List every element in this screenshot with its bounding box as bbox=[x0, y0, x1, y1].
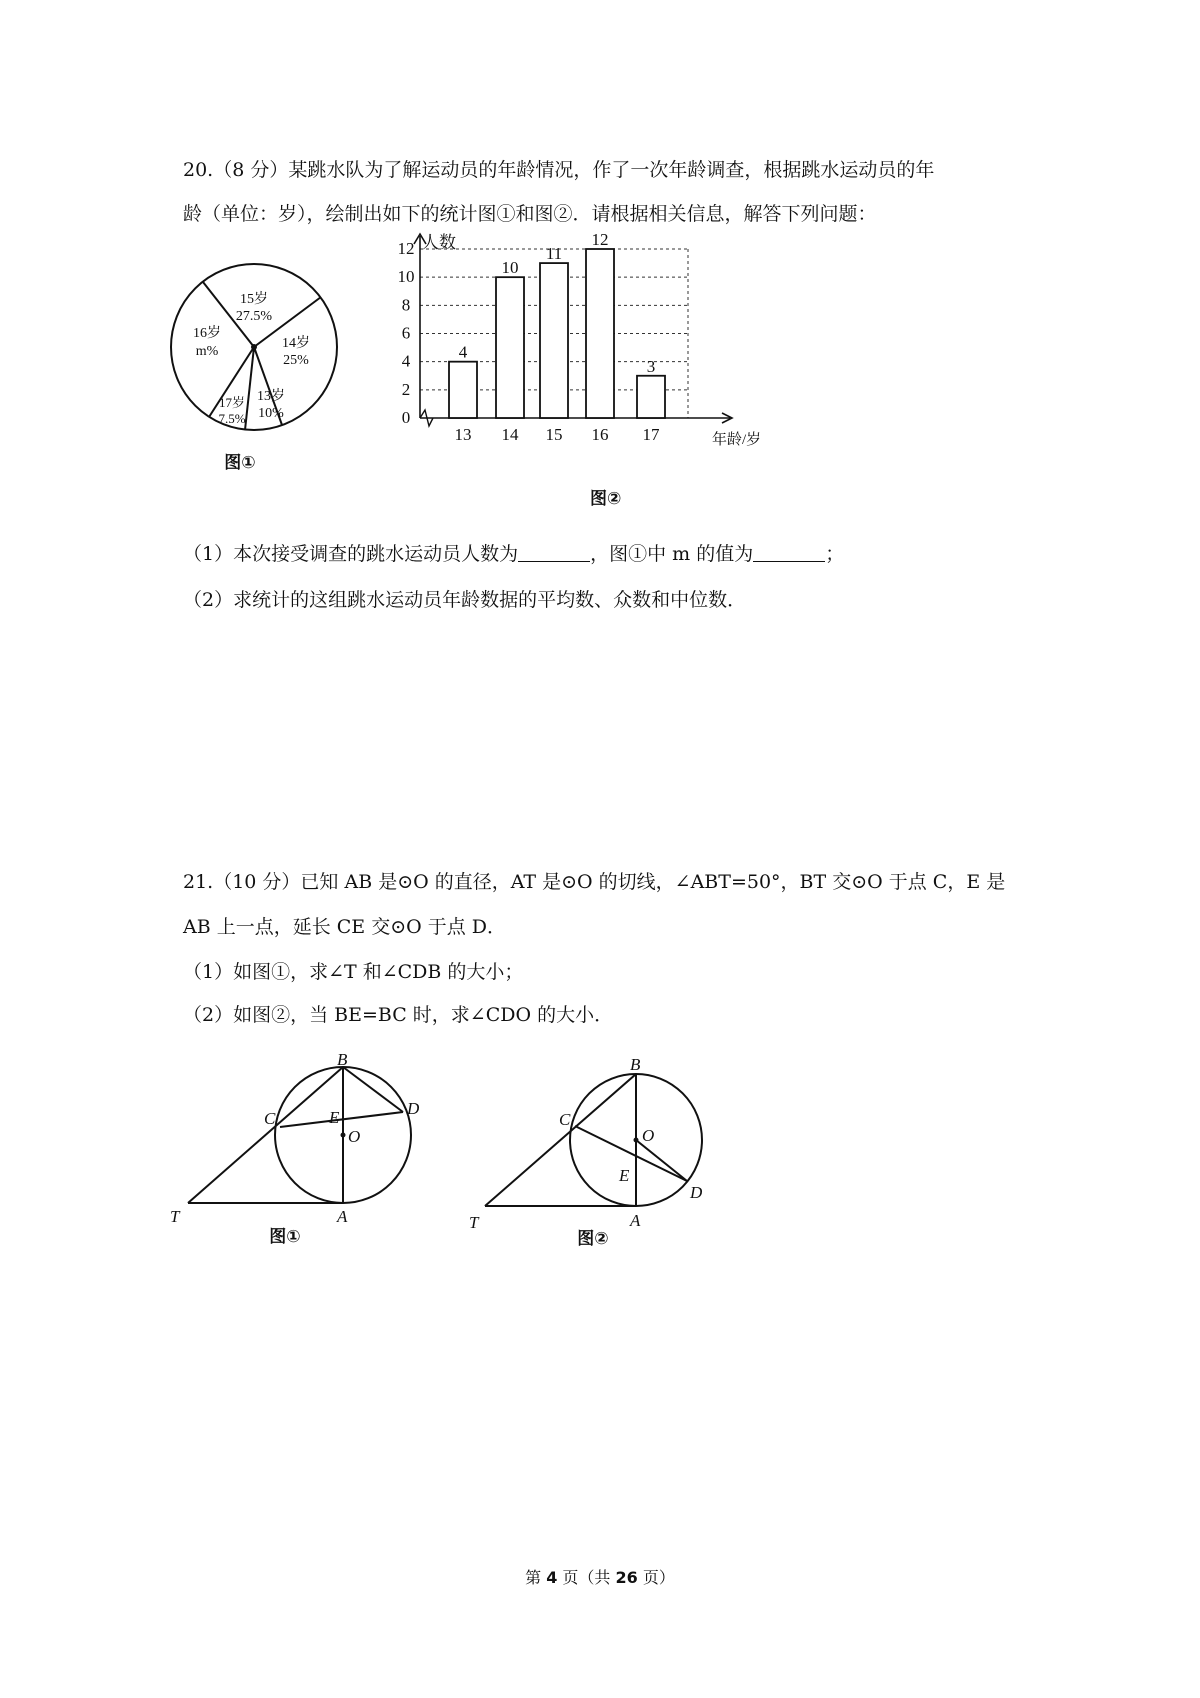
fig2-caption: 图② bbox=[577, 1229, 609, 1249]
fig2-label-O: O bbox=[642, 1126, 655, 1145]
bar-chart-caption: 图② bbox=[590, 489, 622, 509]
bar-16 bbox=[586, 249, 614, 418]
bar-value-label-13: 4 bbox=[458, 342, 468, 362]
q20-sub1 bbox=[183, 542, 844, 566]
q21-sub1: （1）如图①，求∠T 和∠CDB 的大小； bbox=[183, 961, 524, 983]
pie-value-13: 10% bbox=[258, 406, 284, 421]
pie-value-15: 27.5% bbox=[235, 309, 273, 324]
fig2-label-E: E bbox=[619, 1166, 630, 1185]
x-tick-17: 17 bbox=[642, 425, 660, 444]
bar-13 bbox=[449, 362, 477, 418]
y-tick-0: 0 bbox=[401, 408, 411, 427]
answer-blank-m[interactable] bbox=[753, 543, 825, 562]
pie-value-17: 7.5% bbox=[218, 411, 246, 426]
y-tick-8: 8 bbox=[401, 295, 411, 315]
bar-value-label-14: 10 bbox=[501, 258, 519, 278]
pie-chart bbox=[170, 265, 370, 475]
fig2-label-A: A bbox=[630, 1211, 641, 1230]
fig1-label-B: B bbox=[337, 1050, 348, 1069]
bar-value-label-15: 11 bbox=[545, 244, 563, 264]
q20-line2: 龄（单位：岁），绘制出如下的统计图①和图②．请根据相关信息，解答下列问题： bbox=[183, 203, 877, 225]
q21-line1: 21.（10 分）已知 AB 是⊙O 的直径，AT 是⊙O 的切线，∠ABT=50°，BT 交⊙O 于点 C，E 是 bbox=[183, 871, 1006, 893]
bar-ticks bbox=[398, 230, 661, 444]
bar-14 bbox=[496, 277, 524, 418]
geometry-figure-1 bbox=[170, 1050, 420, 1250]
fig2-line-CD bbox=[575, 1126, 687, 1181]
answer-blank-count[interactable] bbox=[518, 543, 590, 562]
y-tick-12: 12 bbox=[397, 239, 415, 258]
pie-center-dot bbox=[251, 344, 257, 350]
bar-17 bbox=[637, 376, 665, 418]
y-tick-4: 4 bbox=[401, 351, 411, 371]
pie-label-14: 14岁 bbox=[282, 336, 310, 351]
pie-value-14: 25% bbox=[283, 353, 309, 368]
x-tick-16: 16 bbox=[591, 425, 609, 444]
bar-value-label-17: 3 bbox=[646, 356, 656, 376]
fig2-label-T: T bbox=[469, 1213, 479, 1232]
footer-suffix: 页） bbox=[637, 1568, 675, 1587]
fig1-label-E: E bbox=[329, 1108, 340, 1127]
fig1-label-O: O bbox=[348, 1127, 361, 1146]
q20-sub1-c: ； bbox=[825, 543, 845, 565]
fig2-line-TB bbox=[485, 1074, 636, 1206]
footer-prefix: 第 bbox=[525, 1568, 547, 1587]
footer-page-number: 4 bbox=[546, 1568, 558, 1587]
geometry-figure-2 bbox=[455, 1050, 715, 1255]
fig2-label-D: D bbox=[690, 1183, 703, 1202]
fig2-label-B: B bbox=[630, 1055, 641, 1074]
fig1-label-D: D bbox=[407, 1099, 420, 1118]
pie-caption: 图① bbox=[224, 453, 256, 473]
fig1-label-C: C bbox=[264, 1109, 276, 1128]
bar-y-axis-label: 人数 bbox=[422, 233, 456, 252]
q20-sub1-b: ，图①中 m 的值为 bbox=[590, 543, 754, 565]
pie-value-16: m% bbox=[195, 344, 219, 359]
bar-x-axis-label: 年龄/岁 bbox=[712, 432, 762, 448]
q20-sub1-a: （1）本次接受调查的跳水运动员人数为 bbox=[183, 543, 519, 565]
q21-line2: AB 上一点，延长 CE 交⊙O 于点 D． bbox=[183, 916, 507, 938]
y-tick-2: 2 bbox=[401, 379, 411, 399]
q20-line1: 20.（8 分）某跳水队为了解运动员的年龄情况，作了一次年龄调查，根据跳水运动员的年 bbox=[183, 159, 935, 181]
x-tick-13: 13 bbox=[454, 425, 472, 444]
pie-label-13: 13岁 bbox=[257, 389, 285, 404]
bar-15 bbox=[540, 263, 568, 418]
pie-label-16: 16岁 bbox=[193, 326, 221, 341]
footer-mid: 页（共 bbox=[557, 1568, 616, 1587]
y-tick-10: 10 bbox=[397, 267, 415, 287]
y-tick-6: 6 bbox=[401, 323, 411, 343]
pie-label-15: 15岁 bbox=[240, 292, 268, 307]
fig1-caption: 图① bbox=[269, 1227, 301, 1247]
q21-sub2: （2）如图②，当 BE=BC 时，求∠CDO 的大小． bbox=[183, 1004, 614, 1026]
fig2-center-dot bbox=[634, 1138, 639, 1143]
pie-label-17: 17岁 bbox=[218, 395, 246, 410]
page-footer bbox=[0, 1565, 1200, 1588]
fig2-label-C: C bbox=[559, 1110, 571, 1129]
fig1-label-T: T bbox=[170, 1207, 180, 1226]
x-tick-15: 15 bbox=[545, 425, 563, 444]
q20-sub2: （2）求统计的这组跳水运动员年龄数据的平均数、众数和中位数． bbox=[183, 589, 747, 611]
fig1-line-CD bbox=[280, 1112, 403, 1127]
bar-chart bbox=[397, 230, 820, 492]
fig1-center-dot bbox=[341, 1133, 346, 1138]
x-tick-14: 14 bbox=[501, 425, 519, 444]
fig1-label-A: A bbox=[337, 1207, 348, 1226]
footer-total-pages: 26 bbox=[615, 1568, 638, 1587]
bar-value-label-16: 12 bbox=[591, 230, 609, 249]
fig1-line-TB bbox=[188, 1067, 343, 1203]
